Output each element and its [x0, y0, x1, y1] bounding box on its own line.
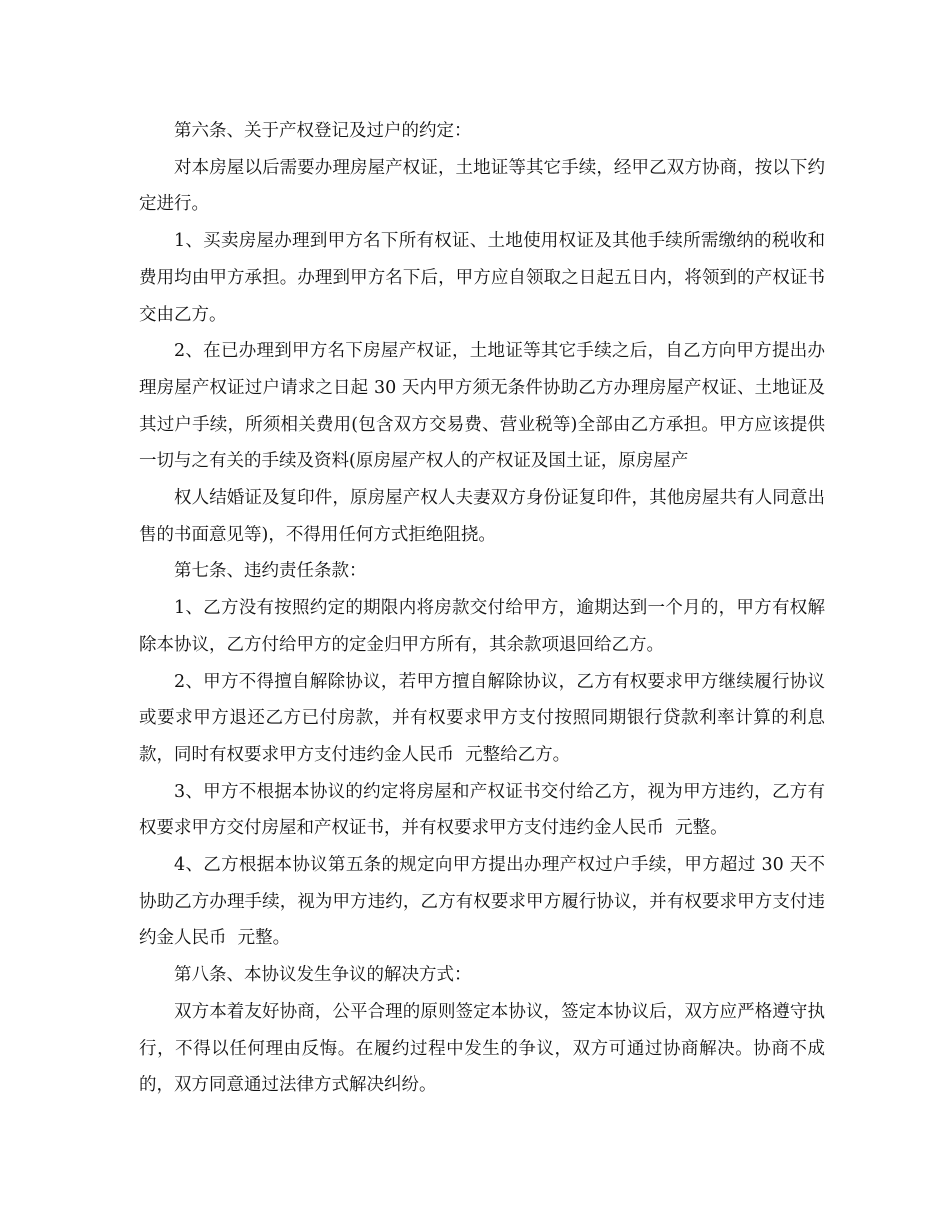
clause-item: 4、乙方根据本协议第五条的规定向甲方提出办理产权过户手续，甲方超过 30 天不协助乙方办理手续，视为甲方违约，乙方有权要求甲方履行协议，并有权要求甲方支付违约金人民币 元整。 — [139, 855, 825, 949]
clause-item: 3、甲方不根据本协议的约定将房屋和产权证书交付给乙方，视为甲方违约，乙方有权要求甲方交付房屋和产权证书，并有权要求甲方支付违约金人民币 元整。 — [139, 781, 825, 839]
paragraph: 双方本着友好协商，公平合理的原则签定本协议，签定本协议后，双方应严格遵守执行，不得以任何理由反悔。在履约过程中发生的争议，双方可通过协商解决。协商不成的，双方同意通过法律方式解决纠纷。 — [139, 1001, 825, 1096]
clause-item: 1、买卖房屋办理到甲方名下所有权证、土地使用权证及其他手续所需缴纳的税收和费用均由甲方承担。办理到甲方名下后，甲方应自领取之日起五日内，将领到的产权证书交由乙方。 — [139, 231, 825, 325]
paragraph: 权人结婚证及复印件，原房屋产权人夫妻双方身份证复印件，其他房屋共有人同意出售的书面意见等)，不得用任何方式拒绝阻挠。 — [139, 488, 825, 545]
document-body — [139, 113, 825, 1104]
paragraph: 对本房屋以后需要办理房屋产权证，土地证等其它手续，经甲乙双方协商，按以下约定进行。 — [139, 157, 825, 215]
section-heading-article-6: 第六条、关于产权登记及过户的约定： — [174, 121, 472, 141]
clause-item: 1、乙方没有按照约定的期限内将房款交付给甲方，逾期达到一个月的，甲方有权解除本协议，乙方付给甲方的定金归甲方所有，其余款项退回给乙方。 — [139, 598, 825, 655]
section-heading-article-7: 第七条、违约责任条款： — [174, 561, 367, 582]
clause-item: 2、甲方不得擅自解除协议，若甲方擅自解除协议，乙方有权要求甲方继续履行协议或要求甲方退还乙方已付房款，并有权要求甲方支付按照同期银行贷款利率计算的利息款，同时有权要求甲方支付违约金人民币 元整给乙方。 — [139, 671, 825, 765]
clause-item: 2、在已办理到甲方名下房屋产权证，土地证等其它手续之后，自乙方向甲方提出办理房屋产权证过户请求之日起 30 天内甲方须无条件协助乙方办理房屋产权证、土地证及其过户手续，所须相关费用(包含双方交易费、营业税等)全部由乙方承担。甲方应该提供一切与之有关的手续及资料(原房屋产权人的产权证及国土证，原房屋产 — [139, 341, 825, 472]
section-heading-article-8: 第八条、本协议发生争议的解决方式： — [174, 965, 472, 986]
